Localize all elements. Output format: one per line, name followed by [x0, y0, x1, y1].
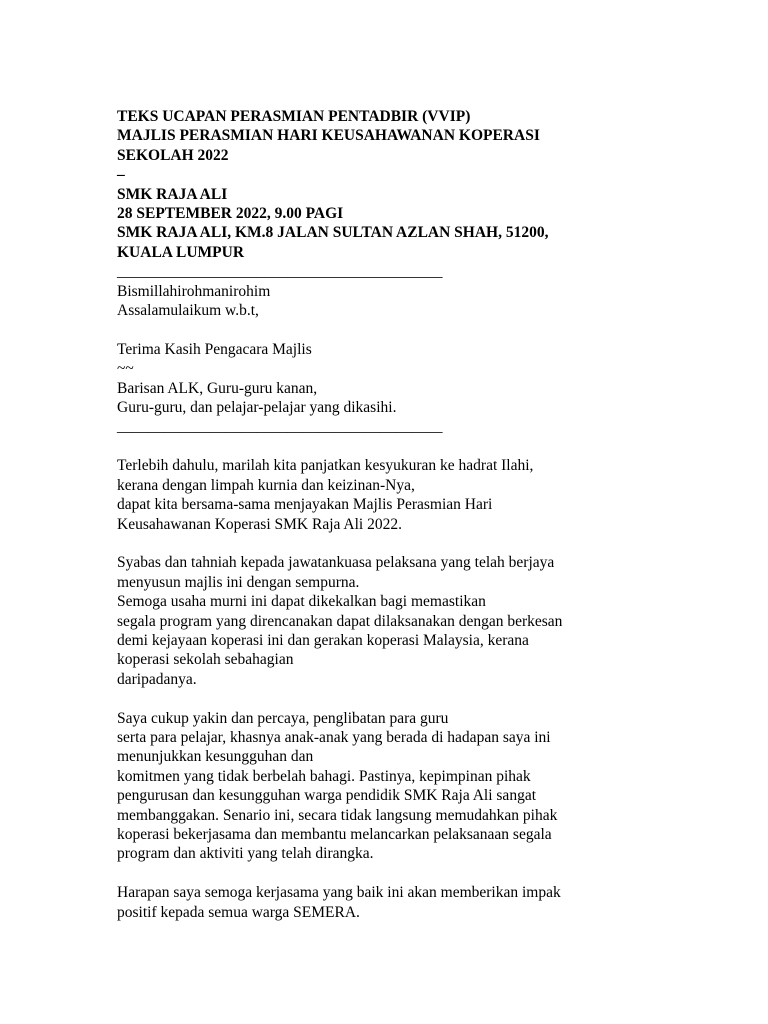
paragraph-line: positif kepada semua warga SEMERA. — [117, 903, 360, 921]
body-paragraph-3 — [117, 709, 677, 864]
paragraph-spacer — [117, 534, 677, 553]
header-venue-line-1: SMK RAJA ALI, KM.8 JALAN SULTAN AZLAN SHAH, 51200, — [117, 224, 549, 242]
greeting-line: Assalamulaikum w.b.t, — [117, 302, 259, 320]
paragraph-line: Syabas dan tahniah kepada jawatankuasa pelaksana yang telah berjaya — [117, 554, 555, 572]
salutation-line: Barisan ALK, Guru-guru kanan, — [117, 379, 318, 397]
paragraph-line: pengurusan dan kesungguhan warga pendidik SMK Raja Ali sangat — [117, 787, 536, 805]
paragraph-line: Keusahawanan Koperasi SMK Raja Ali 2022. — [117, 515, 402, 533]
header-title: TEKS UCAPAN PERASMIAN PENTADBIR (VVIP) — [117, 108, 471, 125]
salutation-line: Guru-guru, dan pelajar-pelajar yang dikasihi. — [117, 399, 397, 417]
header-venue-line-2: KUALA LUMPUR — [117, 243, 245, 261]
greeting-line: Bismillahirohmanirohim — [117, 282, 271, 300]
header-school: SMK RAJA ALI — [117, 185, 228, 203]
paragraph-spacer — [117, 437, 677, 456]
paragraph-line: Semoga usaha murni ini dapat dikekalkan bagi memastikan — [117, 593, 486, 611]
header-event-line-2: SEKOLAH 2022 — [117, 146, 229, 164]
body-paragraph-2 — [117, 553, 677, 689]
salutation-divider: __________________________________________ — [117, 418, 443, 436]
paragraph-spacer — [117, 864, 677, 883]
paragraph-line: komitmen yang tidak berbelah bahagi. Pastinya, kepimpinan pihak — [117, 767, 531, 785]
paragraph-line: demi kejayaan koperasi ini dan gerakan koperasi Malaysia, kerana — [117, 631, 529, 649]
greeting-block — [117, 282, 677, 321]
paragraph-spacer — [117, 689, 677, 708]
paragraph-line: menyusun majlis ini dengan sempurna. — [117, 573, 360, 591]
paragraph-line: kerana dengan limpah kurnia dan keizinan-Nya, — [117, 476, 415, 494]
paragraph-line: segala program yang direncanakan dapat dilaksanakan dengan berkesan — [117, 612, 563, 630]
paragraph-line: Saya cukup yakin dan percaya, penglibatan para guru — [117, 709, 449, 727]
paragraph-line: membanggakan. Senario ini, secara tidak langsung memudahkan pihak — [117, 806, 558, 824]
speech-header — [117, 107, 677, 282]
salutation-line: ~~ — [117, 360, 134, 378]
paragraph-line: koperasi sekolah sebahagian — [117, 651, 294, 669]
paragraph-line: menunjukkan kesungguhan dan — [117, 748, 314, 766]
header-event-line-1: MAJLIS PERASMIAN HARI KEUSAHAWANAN KOPERASI — [117, 127, 540, 145]
paragraph-line: koperasi bekerjasama dan membantu melancarkan pelaksanaan segala — [117, 825, 552, 843]
header-dash: – — [117, 166, 125, 184]
salutation-line: Terima Kasih Pengacara Majlis — [117, 340, 312, 358]
document-page — [117, 107, 677, 922]
paragraph-line: daripadanya. — [117, 670, 197, 688]
paragraph-spacer — [117, 320, 677, 339]
header-date-time: 28 SEPTEMBER 2022, 9.00 PAGI — [117, 205, 344, 223]
paragraph-line: dapat kita bersama-sama menjayakan Majlis Perasmian Hari — [117, 496, 493, 514]
body-paragraph-4 — [117, 883, 677, 922]
paragraph-line: serta para pelajar, khasnya anak-anak yang berada di hadapan saya ini — [117, 728, 551, 746]
body-paragraph-1 — [117, 456, 677, 534]
header-divider: __________________________________________ — [117, 263, 443, 281]
salutation-block — [117, 340, 677, 437]
paragraph-line: Terlebih dahulu, marilah kita panjatkan kesyukuran ke hadrat Ilahi, — [117, 457, 534, 475]
paragraph-line: program dan aktiviti yang telah dirangka. — [117, 845, 374, 863]
paragraph-line: Harapan saya semoga kerjasama yang baik ini akan memberikan impak — [117, 884, 561, 902]
